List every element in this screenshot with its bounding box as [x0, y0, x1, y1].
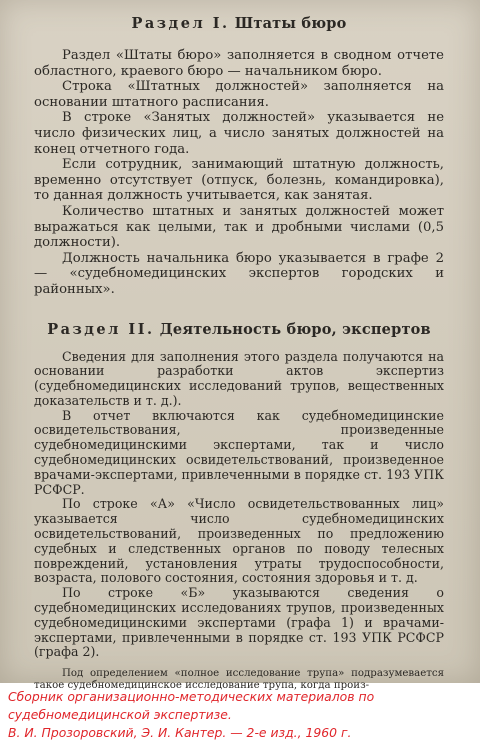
book-text [34, 14, 444, 703]
footnote: Под определением «полное исследование трупа» подразумевается такое судебномедицинское исследование трупа, когда произ- [34, 668, 444, 692]
paragraph: По строке «Б» указываются сведения о судебномедицинских исследованиях трупов, произведенных судебномедицинскими экспертами (графа 1) и врачами-экспертами, привлеченными в порядке ст. 193 УПК РСФСР (графа 2). [34, 585, 444, 660]
paragraph: Строка «Штатных должностей» заполняется на основании штатного расписания. [34, 79, 444, 110]
source-caption [8, 688, 476, 742]
caption-line: Сборник организационно-методических материалов по [8, 689, 375, 704]
paragraph: Должность начальника бюро указывается в графе 2 — «судебномедицинских экспертов городских и районных». [34, 250, 444, 297]
paragraph: Количество штатных и занятых должностей может выражаться как целыми, так и дробными числами (0,5 должности). [34, 203, 444, 251]
section-2-label: Раздел II. [47, 320, 155, 338]
section-2-heading [34, 320, 444, 340]
paragraph: Если сотрудник, занимающий штатную должность, временно отсутствует (отпуск, болезнь, командировка), то данная должность учитывается, как занятая. [34, 157, 444, 204]
caption-line: В. И. Прозоровский, Э. И. Кантер. — 2-е изд., 1960 г. [8, 725, 352, 740]
section-2-title: Деятельность бюро, экспертов [159, 320, 431, 338]
paragraph: По строке «А» «Число освидетельствованных лиц» указывается число судебномедицинских освидетельствований, произведенных по предложению судебных и следственных органов по поводу телесных повреждений, установления утраты трудоспособности, возраста, полового состояния, состояния здоровья и т. д. [34, 496, 444, 586]
paragraph: В строке «Занятых должностей» указывается не число физических лиц, а число занятых должностей на конец отчетного года. [34, 110, 444, 157]
section-1-label: Раздел I. [131, 15, 230, 32]
paragraph: Раздел «Штаты бюро» заполняется в сводном отчете областного, краевого бюро — начальником бюро. [34, 48, 444, 79]
section-1-heading [34, 14, 444, 34]
section-2 [34, 320, 444, 693]
caption-line: судебномедицинской экспертизе. [8, 707, 232, 722]
paragraph: Сведения для заполнения этого раздела получаются на основании разработки актов экспертиз (судебномедицинских исследований трупов, вещественных доказательств и т. д.). [34, 348, 444, 408]
paragraph: В отчет включаются как судебномедицинские освидетельствования, произведенные судебномедицинскими экспертами, так и число судебномедицинских освидетельствований, произведенное врачами-экспертами, привлеченными в порядке ст. 193 УПК РСФСР. [34, 407, 444, 497]
section-1-title: Штаты бюро [234, 15, 347, 32]
section-1 [34, 14, 444, 298]
